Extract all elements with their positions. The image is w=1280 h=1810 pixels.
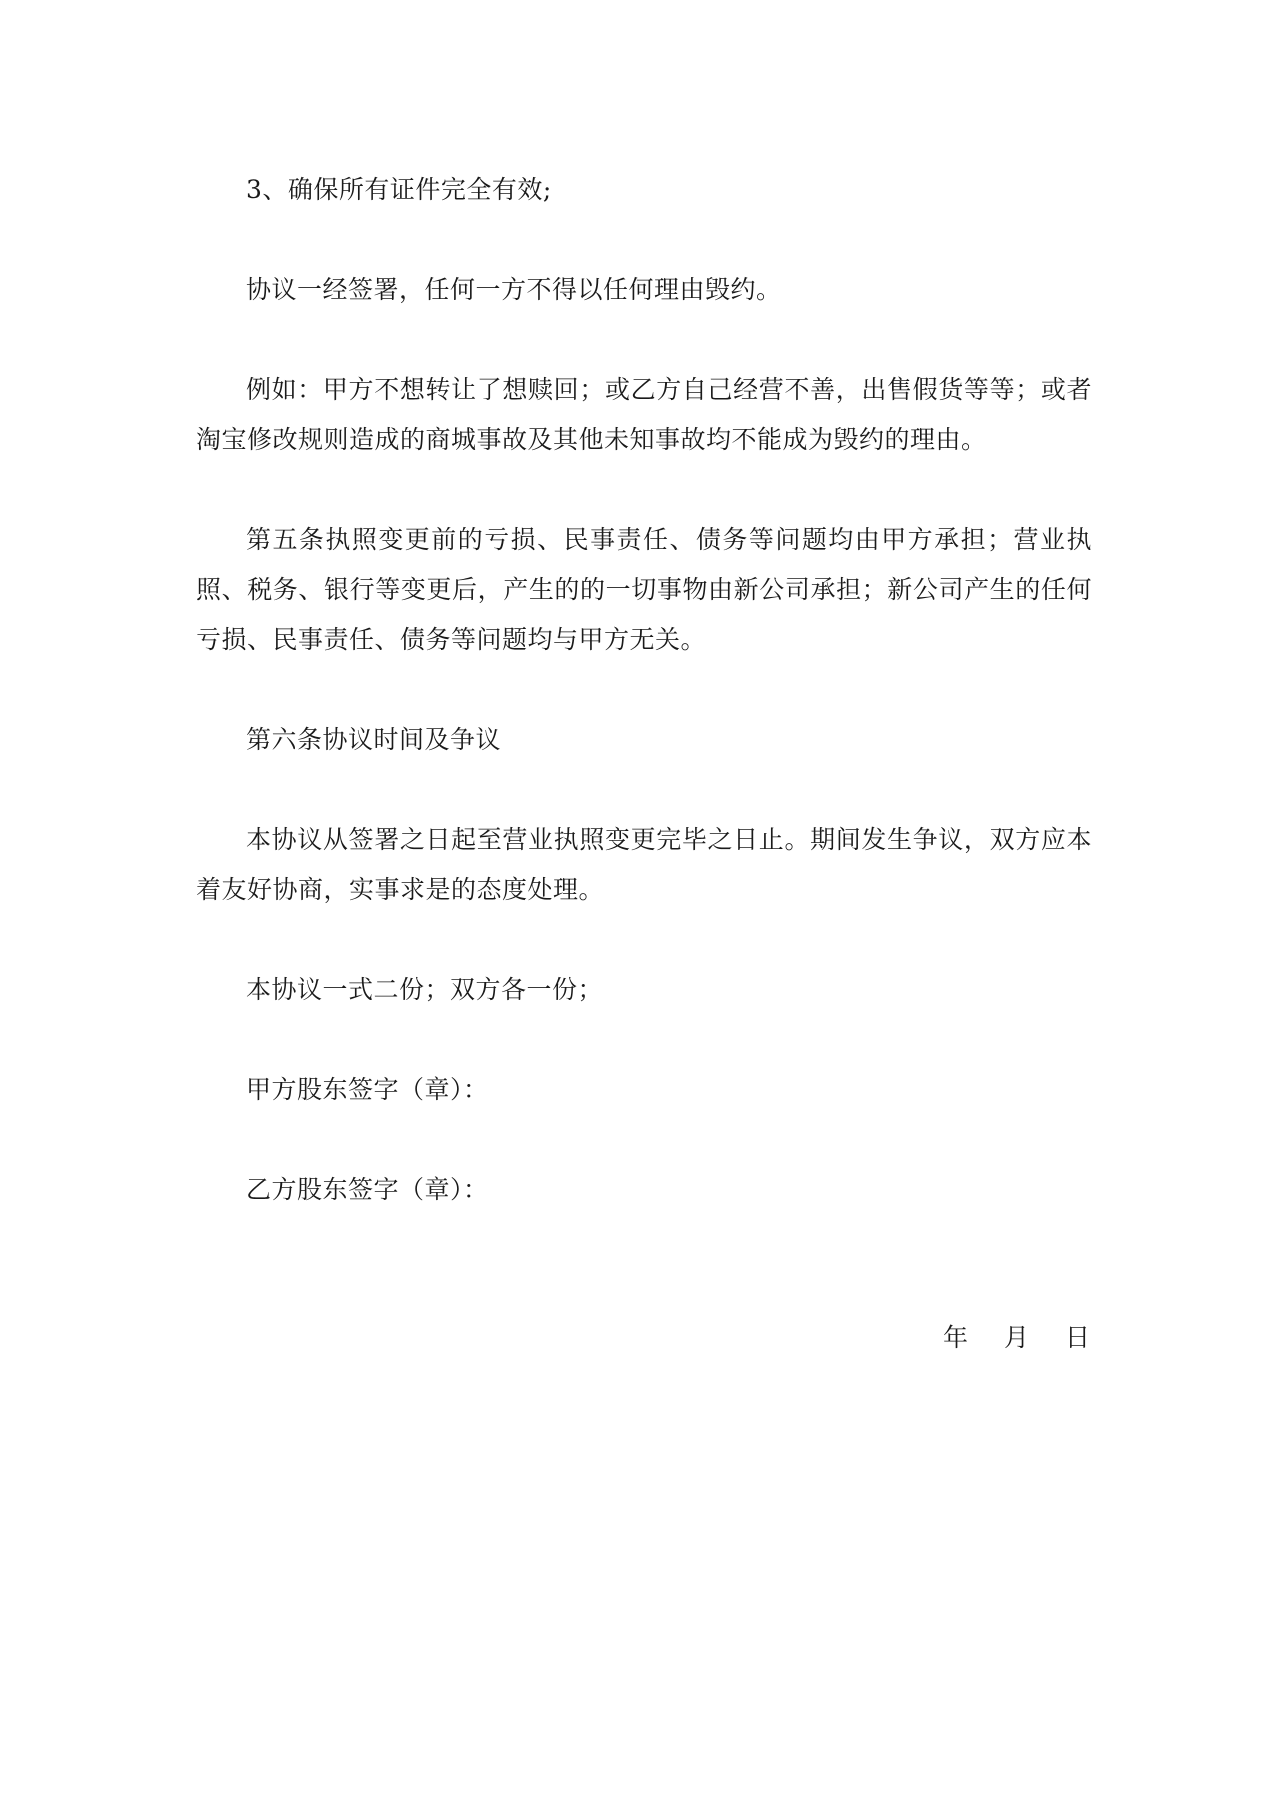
document-body xyxy=(196,165,1092,1265)
breach-examples: 例如：甲方不想转让了想赎回；或乙方自己经营不善，出售假货等等；或者淘宝修改规则造成的商城事故及其他未知事故均不能成为毁约的理由。 xyxy=(196,375,1092,454)
clause-3-certificates: 3、确保所有证件完全有效; xyxy=(246,175,552,204)
agreement-term: 本协议从签署之日起至营业执照变更完毕之日止。期间发生争议，双方应本着友好协商，实事求是的态度处理。 xyxy=(196,825,1092,904)
date-day: 日 xyxy=(1064,1323,1090,1352)
date-year: 年 xyxy=(942,1323,968,1352)
no-breach-statement: 协议一经签署，任何一方不得以任何理由毁约。 xyxy=(246,275,782,304)
date-month: 月 xyxy=(1003,1323,1029,1352)
date-line xyxy=(943,1313,1090,1363)
article-6-heading: 第六条协议时间及争议 xyxy=(246,725,502,754)
article-5-liability: 第五条执照变更前的亏损、民事责任、债务等问题均由甲方承担；营业执照、税务、银行等变更后，产生的的一切事物由新公司承担；新公司产生的任何亏损、民事责任、债务等问题均与甲方无关。 xyxy=(196,525,1092,654)
party-b-signature-line: 乙方股东签字（章）： xyxy=(246,1175,489,1204)
copies-statement: 本协议一式二份；双方各一份； xyxy=(246,975,604,1004)
party-a-signature-line: 甲方股东签字（章）： xyxy=(246,1075,489,1104)
